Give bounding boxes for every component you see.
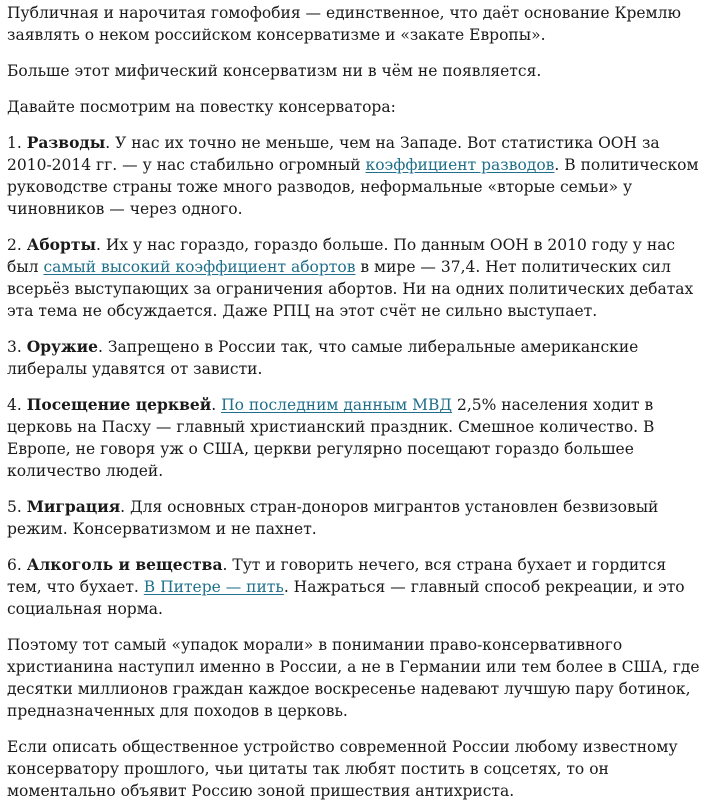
list-item-weapons [7,336,701,380]
item-text: . Для основных стран-доноров мигрантов установлен безвизовый режим. Консерватизмом и не пахнет. [7,498,659,538]
paragraph-final: Если описать общественное устройство современной России любому известному консерватору прошлого, чьи цитаты так любят постить в соцсетях, то он моментально объявит Россию зоной пришествия антихриста. [7,738,678,800]
item-title: Алкоголь и вещества [26,555,223,574]
item-text: в мире — 37,4. Нет политических сил всерьёз выступающих за ограничения абортов. Ни на одних политических дебатах эта тема не обсуждается. Даже РПЦ на этот счёт не сильно выступает. [7,258,694,320]
item-title: Разводы [26,133,106,152]
item-title: Оружие [26,337,98,356]
item-number: 1. [7,134,27,152]
item-title: Посещение церквей [26,395,212,414]
paragraph-statement: Больше этот мифический консерватизм ни в чём не появляется. [7,62,542,80]
list-item-abortions [7,234,701,322]
item-text: . Запрещено в России так, что самые либеральные американские либералы удавятся от зависти. [7,338,639,378]
list-item-divorces [7,132,701,220]
item-text: 2,5% населения ходит в церковь на Пасху — главный христианский праздник. Смешное количество. В Европе, не говоря уж о США, церкви регулярно посещают гораздо большее количество людей. [7,396,655,480]
list-item-alcohol [7,554,701,620]
item-text: . Нажраться — главный способ рекреации, и это социальная норма. [7,578,685,618]
item-number: 3. [7,338,27,356]
paragraph-agenda-lead: Давайте посмотрим на повестку консерватора: [7,98,396,116]
item-text: . Их у нас гораздо, гораздо больше. По данным ООН в 2010 году у нас был [7,236,676,276]
item-title: Миграция [26,497,121,516]
item-number: 4. [7,396,27,414]
item-text: . [211,396,222,414]
item-number: 5. [7,498,27,516]
link-abortion-rate[interactable]: самый высокий коэффициент абортов [43,258,356,276]
link-mvd-data[interactable]: По последним данным МВД [221,396,453,414]
item-text: . У нас их точно не меньше, чем на Западе. Вот статистика ООН за 2010-2014 гг. — у нас стабильно огромный [7,134,660,174]
item-number: 6. [7,556,27,574]
paragraph-conclusion: Поэтому тот самый «упадок морали» в понимании право-консервативного христианина наступил именно в России, а не в Германии или тем более в США, где десятки миллионов граждан каждое воскресенье надевают лучшую пару ботинок, предназначенных для походов в церковь. [7,636,700,720]
item-title: Аборты [26,235,96,254]
list-item-church-attendance [7,394,701,482]
item-number: 2. [7,236,27,254]
list-item-migration [7,496,701,540]
item-text: . В политическом руководстве страны тоже много разводов, неформальные «вторые семьи» у чиновников — через одного. [7,156,699,218]
link-divorce-rate[interactable]: коэффициент разводов [365,156,555,174]
item-text: . Тут и говорить нечего, вся страна бухает и гордится тем, что бухает. [7,556,667,596]
paragraph-intro: Публичная и нарочитая гомофобия — единственное, что даёт основание Кремлю заявлять о неком российском консерватизме и «закате Европы». [7,4,681,44]
link-piter-drink[interactable]: В Питере — пить [143,578,284,596]
